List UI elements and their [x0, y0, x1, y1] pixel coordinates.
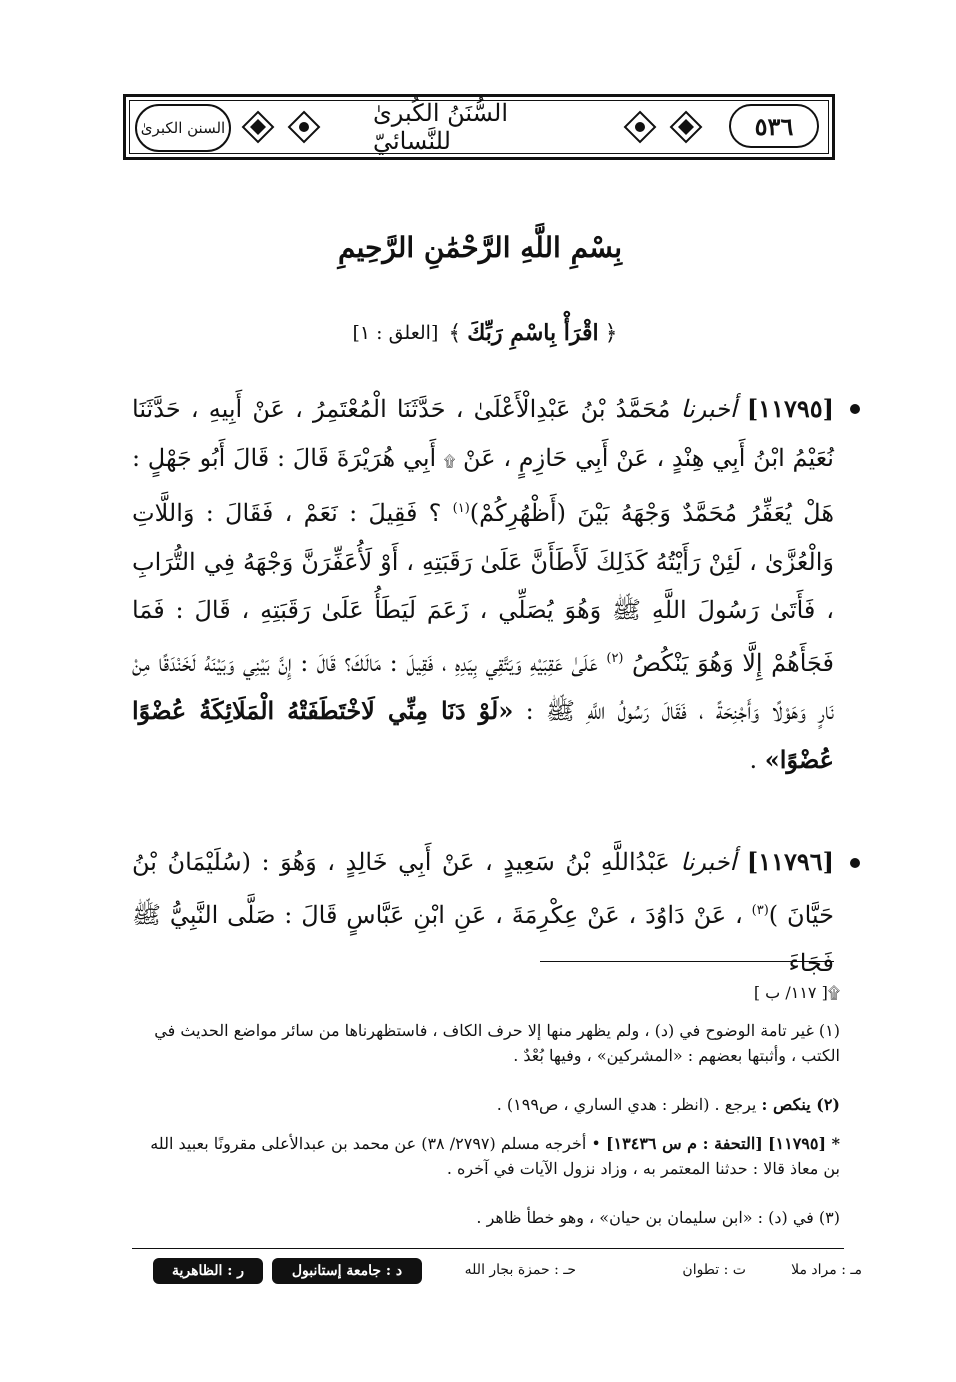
hadith-number: [١١٧٩٥]	[746, 394, 834, 423]
takhrij-note	[132, 1131, 840, 1181]
legend-manuscript-m: مـ : مراد ملا	[791, 1262, 862, 1278]
takhrij-text: • أخرجه مسلم (٢٧٩٧/ ٣٨) عن محمد بن عبدالأعلى مقرونًا بعبيد الله بن معاذ قالا : حدثنا المعتمر به ، وزاد نزول الآيات في آخره .	[150, 1134, 840, 1178]
verse-text: اقْرَأْ بِاسْمِ رَبِّكَ	[467, 320, 599, 346]
verse-close-bracket: ﴾	[448, 320, 462, 346]
verse-reference: [العلق : ١]	[352, 322, 439, 344]
quran-verse	[300, 314, 670, 352]
ornament-icon	[241, 110, 275, 144]
page-header	[123, 94, 835, 160]
hadith-11795	[132, 385, 834, 784]
footnote-3: (٣) في (د) : «ابن سليمان بن حيان» ، وهو خطأ ظاهر .	[476, 1208, 840, 1227]
narration-word: أخبرنا	[680, 395, 737, 423]
legend-manuscript-h: حـ : حمزة بجار الله	[464, 1262, 576, 1278]
takhrij-tuhfa: [التحفة : م س ١٣٤٣٦]	[605, 1134, 763, 1153]
verse-open-bracket: ﴿	[604, 320, 618, 346]
bullet-icon	[850, 404, 860, 414]
hadith-text: ؟ فَقِيلَ : نَعَمْ ، فَقَالَ : وَاللَّاتِ وَالْعُزَّىٰ ، لَئِنْ رَأَيْتُهُ كَذَلِكَ لَأَطَأَنَّ عَلَىٰ رَقَبَتِهِ ، أَوْ لَأُعَفِّرَنَّ وَجْهَهُ فِي التُّرَابِ ، فَأَتَىٰ رَسُولَ اللَّهِ ﷺ وَهُوَ يُصَلِّي ، زَعَمَ لَيَطَأُ عَلَىٰ رَقَبَتِهِ ، قَالَ : فَمَا فَجَأَهُمْ إِلَّا وَهُوَ يَنْكُصُ	[132, 499, 835, 677]
footnote-ref: (١)	[452, 501, 470, 516]
hadith-text: أَبِي هُرَيْرَةَ قَالَ : قَالَ أَبُو جَهْلٍ : هَلْ يُعَفِّرُ مُحَمَّدٌ وَجْهَهُ بَيْنَ (أَظْهُرِكُمْ)	[132, 443, 834, 527]
legend-divider	[132, 1248, 844, 1249]
footnote-1: (١) غير تامة الوضوح في (د) ، ولم يظهر منها إلا حرف الكاف ، فاستظهرناها من سائر مواضع الحديث في الكتب ، وأثبتها بعضهم : «المشركين» ، وفيها بُعْدٌ .	[154, 1021, 840, 1065]
footnote-term: (٢) ينكص :	[761, 1095, 840, 1114]
ornament-icon	[623, 110, 657, 144]
footnote-text: يرجع . (انظر : هدي الساري ، ص١٩٩) .	[496, 1095, 757, 1114]
legend-manuscript-r: ر : الظاهرية	[153, 1258, 263, 1284]
hadith-end: .	[749, 745, 758, 774]
folio-note: ۩[ ١١٧/ ب ]	[753, 983, 840, 1002]
header-title: السُّنَنُ الكُبرىٰ للنَّسائيّ	[373, 99, 509, 155]
hadith-text: مُحَمَّدُ بْنُ عَبْدِالْأَعْلَىٰ ، حَدَّثَنَا الْمُعْتَمِرُ ، عَنْ أَبِيهِ ، حَدَّثَنَا نُعَيْمُ ابْنُ أَبِي هِنْدٍ ، عَنْ أَبِي حَازِمٍ ، عَنْ	[132, 395, 834, 472]
takhrij-number: * [١١٧٩٥]	[767, 1134, 840, 1153]
book-seal: السنن الكبرىٰ	[135, 104, 231, 152]
folio-mark-icon: ۩	[443, 451, 456, 470]
hadith-text: عَبْدُاللَّهِ بْنُ سَعِيدٍ ، عَنْ أَبِي خَالِدٍ ، وَهُوَ : (سُلَيْمَانُ بْنُ حَيَّانَ )	[132, 848, 834, 929]
footnote-ref: (٣)	[751, 902, 769, 918]
ornament-icon	[669, 110, 703, 144]
footnote-ref: (٢)	[606, 650, 624, 666]
legend-manuscript-t: ت : تطوان	[682, 1262, 746, 1278]
footnote-divider	[540, 961, 834, 962]
prophetic-quote: «لَوْ دَنَا مِنِّي لَاخْتَطَفَتْهُ الْمَلَائِكَةُ عُضْوًا عُضْوًا»	[132, 696, 834, 774]
hadith-text: عَلَىٰ عَقِبَيْهِ وَيَتَّقِي بِيَدِهِ ، فَقِيلَ : مَالَكَ؟ قَالَ : إِنَّ بَيْنِي وَبَيْنَهُ لَخَنْدَقًا مِنْ نَارٍ وَهَوْلًا وَأَجْنِحَةً ، فَقَالَ رَسُولُ اللَّهِ ﷺ :	[132, 648, 834, 725]
bullet-icon	[850, 858, 860, 868]
hadith-number: [١١٧٩٦]	[746, 847, 834, 876]
basmala: بِسْمِ اللَّهِ الرَّحْمَٰنِ الرَّحِيمِ	[338, 230, 622, 264]
narration-word: أخبرنا	[680, 848, 737, 876]
hadith-11796	[132, 838, 834, 988]
legend-manuscript-d: د : جامعة إستانبول	[272, 1258, 422, 1284]
page-number: ٥٣٦	[729, 104, 819, 148]
ornament-icon	[287, 110, 321, 144]
footnote-2	[132, 1092, 840, 1117]
hadith-text: ، عَنْ دَاوُدَ ، عَنْ عِكْرِمَةَ ، عَنِ ابْنِ عَبَّاسٍ قَالَ : صَلَّى النَّبِيُّ ﷺ فَجَاءَ	[132, 900, 834, 977]
